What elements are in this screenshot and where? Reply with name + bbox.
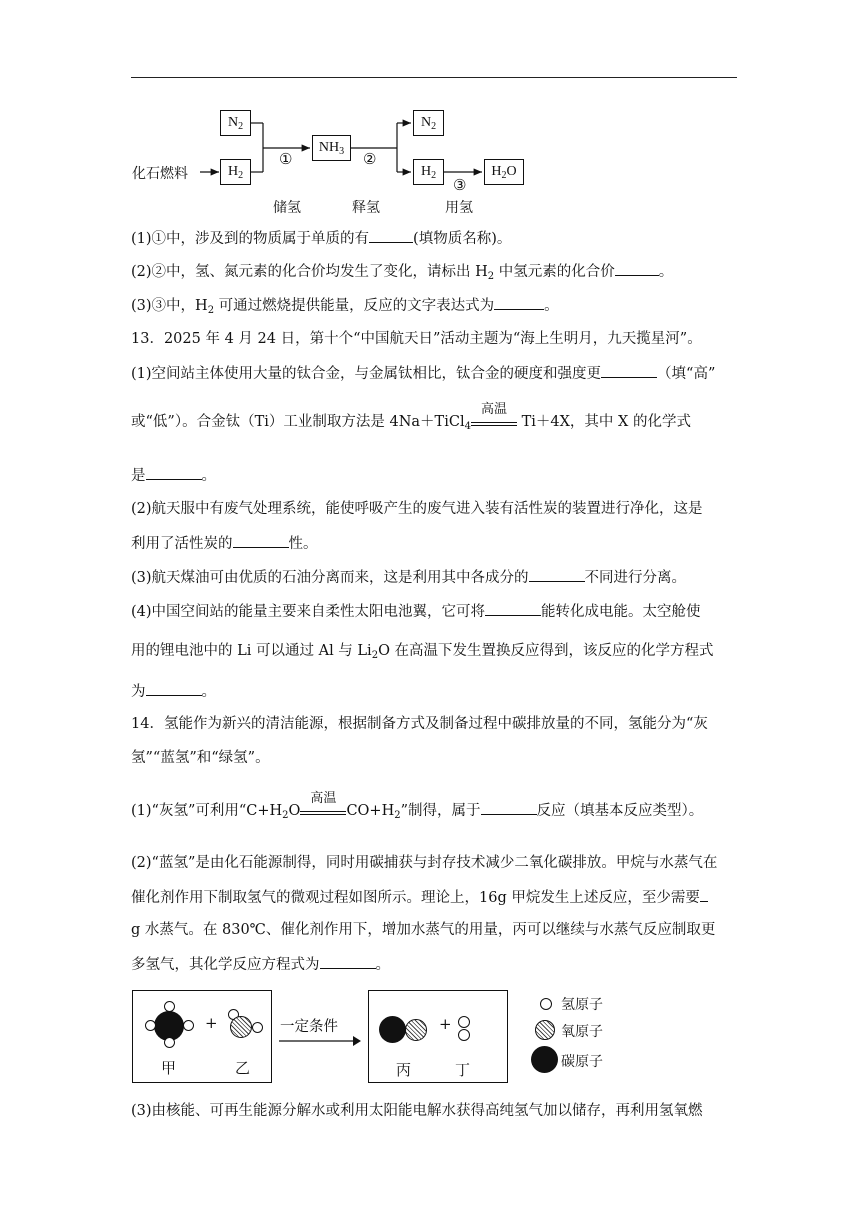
label-ding: 丁: [455, 1061, 471, 1079]
q14-intro-line1: 14．氢能作为新兴的清洁能源，根据制备方式及制备过程中碳排放量的不同，氢能分为“灰: [131, 716, 708, 732]
answer-blank[interactable]: [601, 363, 657, 378]
legend-hydrogen-icon: [540, 998, 552, 1010]
legend-oxygen-label: 氧原子: [561, 1024, 603, 1040]
answer-blank[interactable]: [233, 533, 289, 548]
q13-part1-line3: 是 。: [131, 465, 216, 486]
reactants-box: [132, 990, 272, 1083]
answer-blank[interactable]: [615, 261, 659, 276]
oxygen-atom: [405, 1019, 427, 1041]
q13-part4-line2: 用的锂电池中的 Li 可以通过 Al 与 $Li_2O$ 在高温下发生置换反应得到，该反应的化学方程式: [131, 643, 714, 661]
q13-part2-line2: 利用了活性炭的 性。: [131, 533, 318, 554]
answer-blank[interactable]: [481, 800, 537, 815]
plus-sign: +: [439, 1015, 452, 1033]
release-label: 释氢: [352, 200, 380, 216]
oxygen-atom: [230, 1016, 252, 1038]
q13-part2-line1: (2)航天服中有废气处理系统，能使呼吸产生的废气进入装有活性炭的装置进行净化，这是: [131, 501, 703, 517]
q14-part2-line2: 催化剂作用下制取氢气的微观过程如图所示。理论上，16g 甲烷发生上述反应，至少需要: [131, 887, 708, 908]
reaction-condition: 高温: [300, 805, 346, 815]
label-bing: 丙: [396, 1061, 412, 1079]
products-box: [368, 990, 508, 1083]
answer-blank[interactable]: [146, 465, 202, 480]
hydrogen-atom: [458, 1029, 470, 1041]
step-2-label: ②: [363, 150, 377, 168]
h2-box-right: $H_2$: [413, 159, 444, 185]
micro-reaction-diagram: [130, 985, 630, 1085]
q13-intro: 13．2025 年 4 月 24 日，第十个“中国航天日”活动主题为“海上生明月，九天揽星河”。: [131, 331, 702, 347]
q14-part2-line1: (2)“蓝氢”是由化石能源制得，同时用碳捕获与封存技术减少二氧化碳排放。甲烷与水蒸气在: [131, 855, 718, 871]
q13-part3: (3)航天煤油可由优质的石油分离而来，这是利用其中各成分的 不同进行分离。: [131, 567, 686, 588]
q12-part3: (3)③中，$H_2$ 可通过燃烧提供能量，反应的文字表达式为 。: [131, 295, 559, 316]
legend-carbon-label: 碳原子: [561, 1054, 603, 1070]
label-yi: 乙: [235, 1059, 251, 1077]
h2o-box: $H_2O$: [484, 159, 524, 185]
header-rule: [131, 77, 737, 78]
answer-blank[interactable]: [494, 295, 544, 310]
answer-blank[interactable]: [485, 601, 541, 616]
hydrogen-atom: [145, 1020, 156, 1031]
legend-hydrogen-label: 氢原子: [561, 997, 603, 1013]
answer-blank[interactable]: [700, 887, 708, 902]
legend-oxygen-icon: [535, 1020, 555, 1040]
hydrogen-atom: [458, 1016, 470, 1028]
hydrogen-atom: [252, 1022, 263, 1033]
fossil-fuel-label: 化石燃料: [132, 166, 188, 182]
hydrogen-atom: [164, 1001, 175, 1012]
carbon-atom: [379, 1016, 406, 1043]
legend-carbon-icon: [531, 1046, 558, 1073]
q14-part2-line3: g 水蒸气。在 830℃、催化剂作用下，增加水蒸气的用量，丙可以继续与水蒸气反应制取更: [131, 922, 716, 938]
plus-sign: +: [205, 1014, 218, 1032]
reaction-arrow: [277, 1034, 367, 1048]
hydrogen-atom: [164, 1037, 175, 1048]
reaction-condition: 高温: [471, 416, 517, 426]
q13-part4-line3: 为 。: [131, 681, 216, 702]
q13-part4-line1: (4)中国空间站的能量主要来自柔性太阳电池翼，它可将 能转化成电能。太空舱使: [131, 601, 701, 622]
n2-box-right: $N_2$: [413, 110, 444, 136]
q14-part3: (3)由核能、可再生能源分解水或利用太阳能电解水获得高纯氢气加以储存，再利用氢氧燃: [131, 1103, 703, 1119]
n2-box-left: $N_2$: [220, 110, 251, 136]
q13-part1-line1: (1)空间站主体使用大量的钛合金，与金属钛相比，钛合金的硬度和强度更 （填“高”: [131, 363, 715, 384]
answer-blank[interactable]: [320, 954, 376, 969]
q14-intro-line2: 氢”“蓝氢”和“绿氢”。: [131, 750, 270, 766]
answer-blank[interactable]: [529, 567, 585, 582]
answer-blank[interactable]: [146, 681, 202, 696]
store-label: 储氢: [273, 200, 301, 216]
step-3-label: ③: [453, 176, 467, 194]
q12-part1: (1)①中，涉及到的物质属于单质的有 (填物质名称)。: [131, 228, 511, 249]
q12-part2: (2)②中，氢、氮元素的化合价均发生了变化，请标出 $H_2$ 中氢元素的化合价 。: [131, 261, 673, 282]
q14-part2-line4: 多氢气，其化学反应方程式为 。: [131, 954, 390, 975]
h2-box-left: $H_2$: [220, 159, 251, 185]
nh3-box: $NH_3$: [312, 135, 351, 161]
label-jia: 甲: [161, 1059, 177, 1077]
step-1-label: ①: [279, 150, 293, 168]
reaction-condition-label: 一定条件: [280, 1019, 338, 1035]
use-label: 用氢: [445, 200, 473, 216]
hydrogen-atom: [183, 1020, 194, 1031]
q13-part1-line2: 或“低”）。合金钛（Ti）工业制取方法是 4Na＋TiCl$_4$ 高温 Ti＋4X，其中 X 的化学式: [131, 402, 691, 432]
q14-part1: (1)“灰氢”可利用“$C+H_2O$ 高温 $CO+H_2$”制得，属于 反应（填基本反应类型）。: [131, 791, 704, 821]
hydrogen-flow-diagram: [130, 100, 570, 220]
answer-blank[interactable]: [369, 228, 413, 243]
